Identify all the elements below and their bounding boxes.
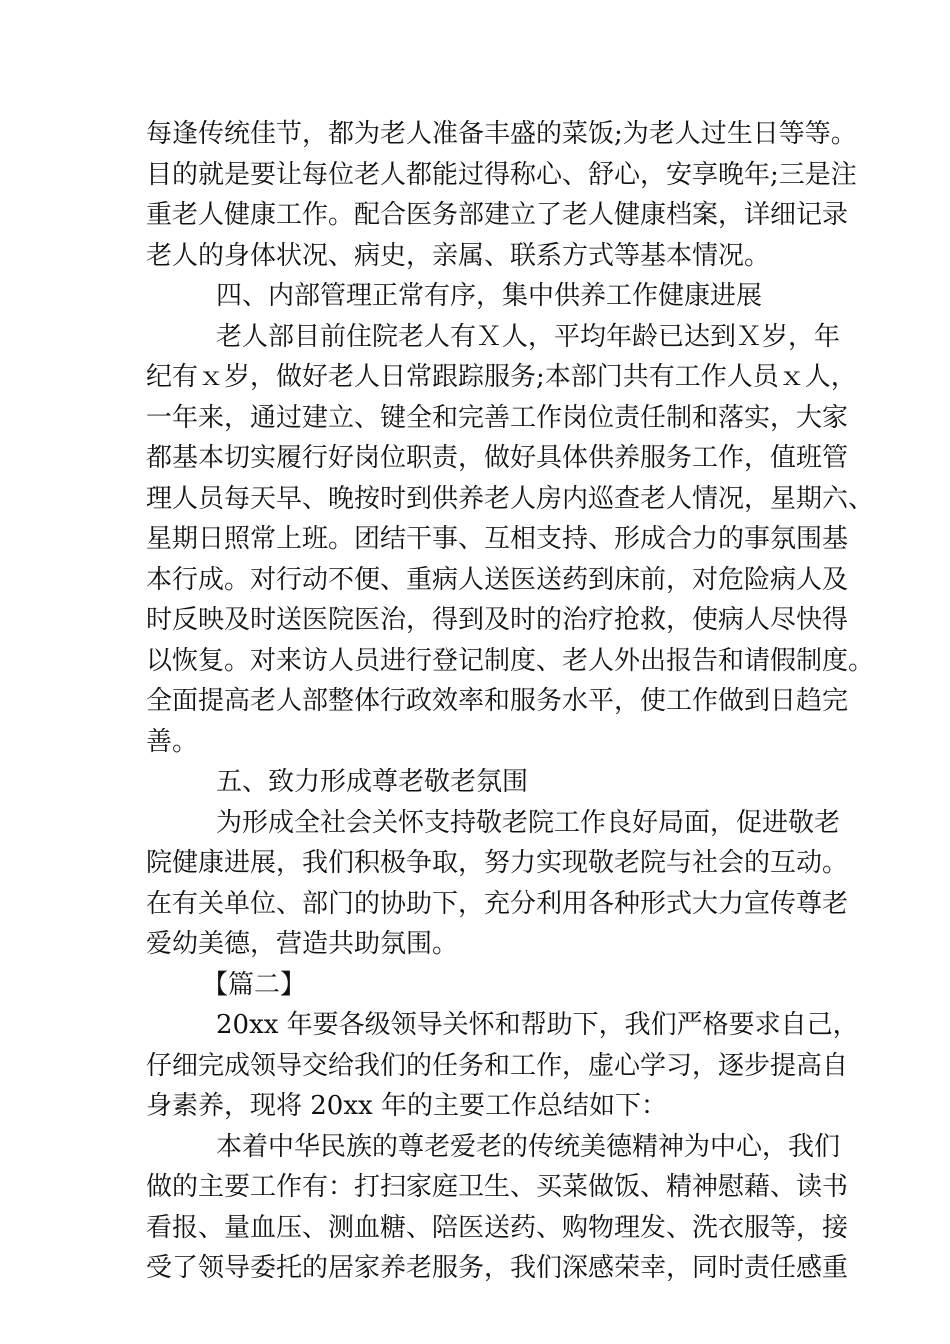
text-line: 善。: [146, 726, 199, 757]
text-line: 以恢复。对来访人员进行登记制度、老人外出报告和请假制度。: [146, 645, 875, 676]
text-line: 在有关单位、部门的协助下，充分利用各种形式大力宣传尊老: [146, 888, 849, 919]
text-line: 老人的身体状况、病史，亲属、联系方式等基本情况。: [146, 240, 771, 271]
section-heading-5: 五、致力形成尊老敬老氛围: [216, 767, 529, 797]
text-line: 20xx 年要各级领导关怀和帮助下，我们严格要求自己，: [216, 1010, 859, 1040]
text-line: 一年来，通过建立、键全和完善工作岗位责任制和落实，大家: [146, 402, 849, 433]
section-heading-4: 四、内部管理正常有序，集中供养工作健康进展: [216, 281, 763, 311]
part-heading: 【篇二】: [202, 969, 307, 1000]
text-line: 全面提高老人部整体行政效率和服务水平，使工作做到日趋完: [146, 686, 849, 716]
text-line: 目的就是要让每位老人都能过得称心、舒心，安享晚年;三是注: [146, 159, 857, 190]
text-line: 本行成。对行动不便、重病人送医送药到床前，对危险病人及: [146, 564, 849, 595]
text-line: 时反映及时送医院医治，得到及时的治疗抢救，使病人尽快得: [146, 605, 849, 635]
text-line: 都基本切实履行好岗位职责，做好具体供养服务工作，值班管: [146, 443, 849, 473]
text-line: 爱幼美德，营造共助氛围。: [146, 929, 459, 959]
text-line: 受了领导委托的居家养老服务，我们深感荣幸，同时责任感重: [146, 1253, 849, 1283]
document-body: [146, 114, 875, 1289]
text-line: 看报、量血压、测血糖、陪医送药、购物理发、洗衣服等，接: [146, 1212, 849, 1243]
text-line: 星期日照常上班。团结干事、互相支持、形成合力的事氛围基: [146, 524, 849, 554]
text-line: 做的主要工作有：打扫家庭卫生、买菜做饭、精神慰藉、读书: [146, 1172, 849, 1202]
text-line: 重老人健康工作。配合医务部建立了老人健康档案，详细记录: [146, 200, 849, 230]
text-line: 院健康进展，我们积极争取，努力实现敬老院与社会的互动。: [146, 848, 849, 878]
text-line: 理人员每天早、晚按时到供养老人房内巡查老人情况，星期六、: [146, 483, 875, 514]
text-line: 为形成全社会关怀支持敬老院工作良好局面，促进敬老: [216, 807, 841, 838]
text-line: 仔细完成领导交给我们的任务和工作，虚心学习，逐步提高自: [146, 1050, 849, 1081]
text-line: 纪有ｘ岁，做好老人日常跟踪服务;本部门共有工作人员ｘ人，: [146, 362, 857, 392]
text-line: 身素养，现将 20xx 年的主要工作总结如下：: [146, 1091, 667, 1121]
text-line: 每逢传统佳节，都为老人准备丰盛的菜饭;为老人过生日等等。: [146, 119, 857, 149]
text-line: 本着中华民族的尊老爱老的传统美德精神为中心，我们: [216, 1131, 841, 1162]
text-line: 老人部目前住院老人有Ｘ人，平均年龄已达到Ｘ岁，年: [216, 321, 841, 352]
